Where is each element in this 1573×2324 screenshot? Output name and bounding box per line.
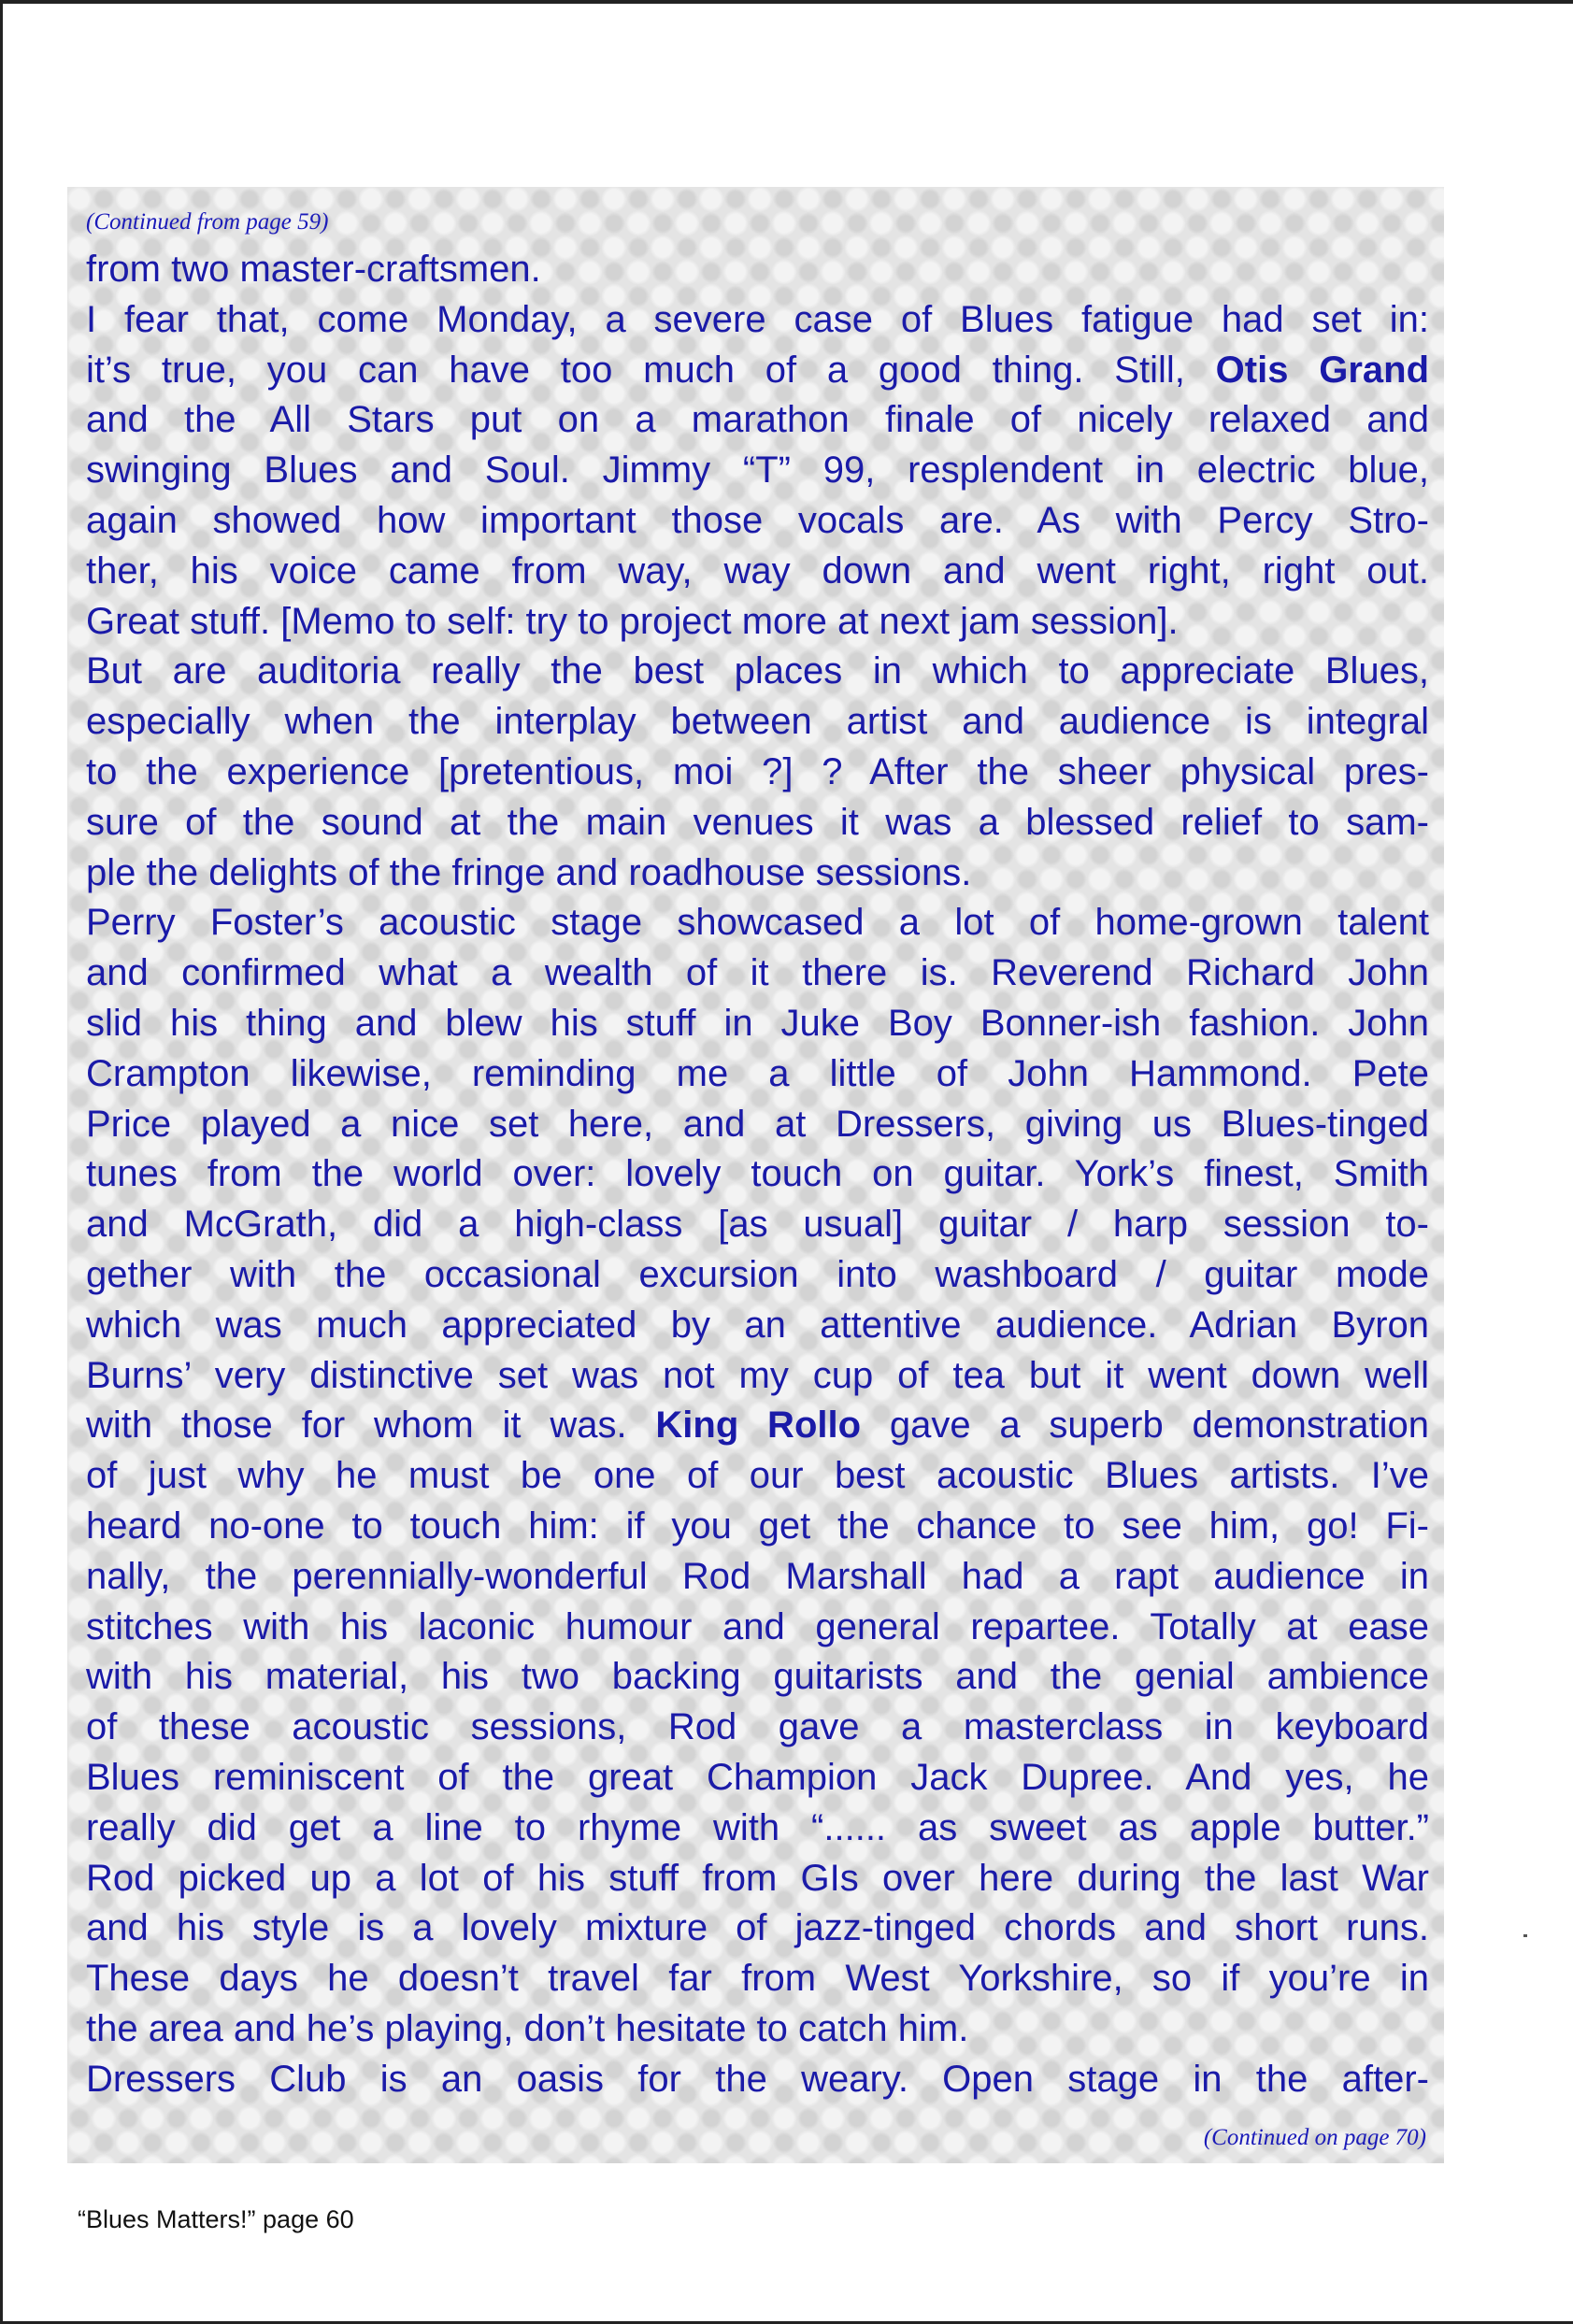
- article-line: ther, his voice came from way, way down and went right, right out.: [86, 549, 1429, 592]
- article-line: which was much appreciated by an attentive audience. Adrian Byron: [86, 1304, 1429, 1346]
- article-line: Crampton likewise, reminding me a little of John Hammond. Pete: [86, 1052, 1429, 1094]
- article-line: Dressers Club is an oasis for the weary. Open stage in the after-: [86, 2058, 1429, 2100]
- article-line: sure of the sound at the main venues it was a blessed relief to sam-: [86, 801, 1429, 843]
- article-line: and confirmed what a wealth of it there is. Reverend Richard John: [86, 952, 1429, 994]
- article-line: gether with the occasional excursion into washboard / guitar mode: [86, 1253, 1429, 1295]
- article-line: I fear that, come Monday, a severe case of Blues fatigue had set in:: [86, 298, 1429, 340]
- article-line: [86, 346, 1429, 396]
- continued-from-note: (Continued from page 59): [86, 209, 329, 235]
- article-line: and McGrath, did a high-class [as usual] guitar / harp session to-: [86, 1204, 1429, 1246]
- article-line: really did get a line to rhyme with “...... as sweet as apple butter.”: [86, 1806, 1429, 1848]
- article-line: to the experience [pretentious, moi ?] ? After the sheer physical pres-: [86, 750, 1429, 792]
- article-line-text: it’s true, you can have too much of a good thing. Still,: [86, 349, 1216, 391]
- article-line: Burns’ very distinctive set was not my cup of tea but it went down well: [86, 1354, 1429, 1396]
- article-line: from two master-craftsmen.: [86, 249, 541, 290]
- artist-name: Otis Grand: [1215, 349, 1429, 391]
- article-line: Price played a nice set here, and at Dressers, giving us Blues-tinged: [86, 1103, 1429, 1145]
- continued-on-note: (Continued on page 70): [1203, 2125, 1426, 2150]
- article-line-text: gave a superb demonstration: [861, 1404, 1429, 1447]
- article-line: the area and he’s playing, don’t hesitate to catch him.: [86, 2007, 969, 2049]
- article-line: and the All Stars put on a marathon finale of nicely relaxed and: [86, 399, 1429, 441]
- article-line: and his style is a lovely mixture of jazz-tinged chords and short runs.: [86, 1907, 1429, 1949]
- article-line: Great stuff. [Memo to self: try to project more at next jam session].: [86, 600, 1179, 642]
- article-line: slid his thing and blew his stuff in Juke Boy Bonner-ish fashion. John: [86, 1002, 1429, 1044]
- article-line: stitches with his laconic humour and general repartee. Totally at ease: [86, 1605, 1429, 1647]
- article-line: tunes from the world over: lovely touch on guitar. York’s finest, Smith: [86, 1153, 1429, 1195]
- article-line: Perry Foster’s acoustic stage showcased a lot of home-grown talent: [86, 902, 1429, 944]
- artist-name: King Rollo: [655, 1404, 862, 1447]
- article-line: These days he doesn’t travel far from West Yorkshire, so if you’re in: [86, 1958, 1429, 2000]
- article-line: Rod picked up a lot of his stuff from GIs over here during the last War: [86, 1857, 1429, 1899]
- page-footer: “Blues Matters!” page 60: [78, 2205, 354, 2233]
- article-line: again showed how important those vocals are. As with Percy Stro-: [86, 499, 1429, 541]
- article-line: [86, 1401, 1429, 1451]
- article-line: ple the delights of the fringe and roadhouse sessions.: [86, 851, 972, 893]
- article-body: [86, 245, 1429, 2104]
- article-line: heard no-one to touch him: if you get the chance to see him, go! Fi-: [86, 1504, 1429, 1547]
- article-line: swinging Blues and Soul. Jimmy “T” 99, resplendent in electric blue,: [86, 449, 1429, 492]
- scan-speck: [1523, 1934, 1527, 1937]
- article-line: of just why he must be one of our best acoustic Blues artists. I’ve: [86, 1455, 1429, 1497]
- article-line: Blues reminiscent of the great Champion Jack Dupree. And yes, he: [86, 1756, 1429, 1798]
- article-line: nally, the perennially-wonderful Rod Marshall had a rapt audience in: [86, 1555, 1429, 1597]
- article-line: with his material, his two backing guitarists and the genial ambience: [86, 1656, 1429, 1698]
- article-line: of these acoustic sessions, Rod gave a masterclass in keyboard: [86, 1706, 1429, 1748]
- article-line: But are auditoria really the best places in which to appreciate Blues,: [86, 650, 1429, 692]
- article-line-text: with those for whom it was.: [86, 1404, 656, 1447]
- article-line: especially when the interplay between artist and audience is integral: [86, 701, 1429, 743]
